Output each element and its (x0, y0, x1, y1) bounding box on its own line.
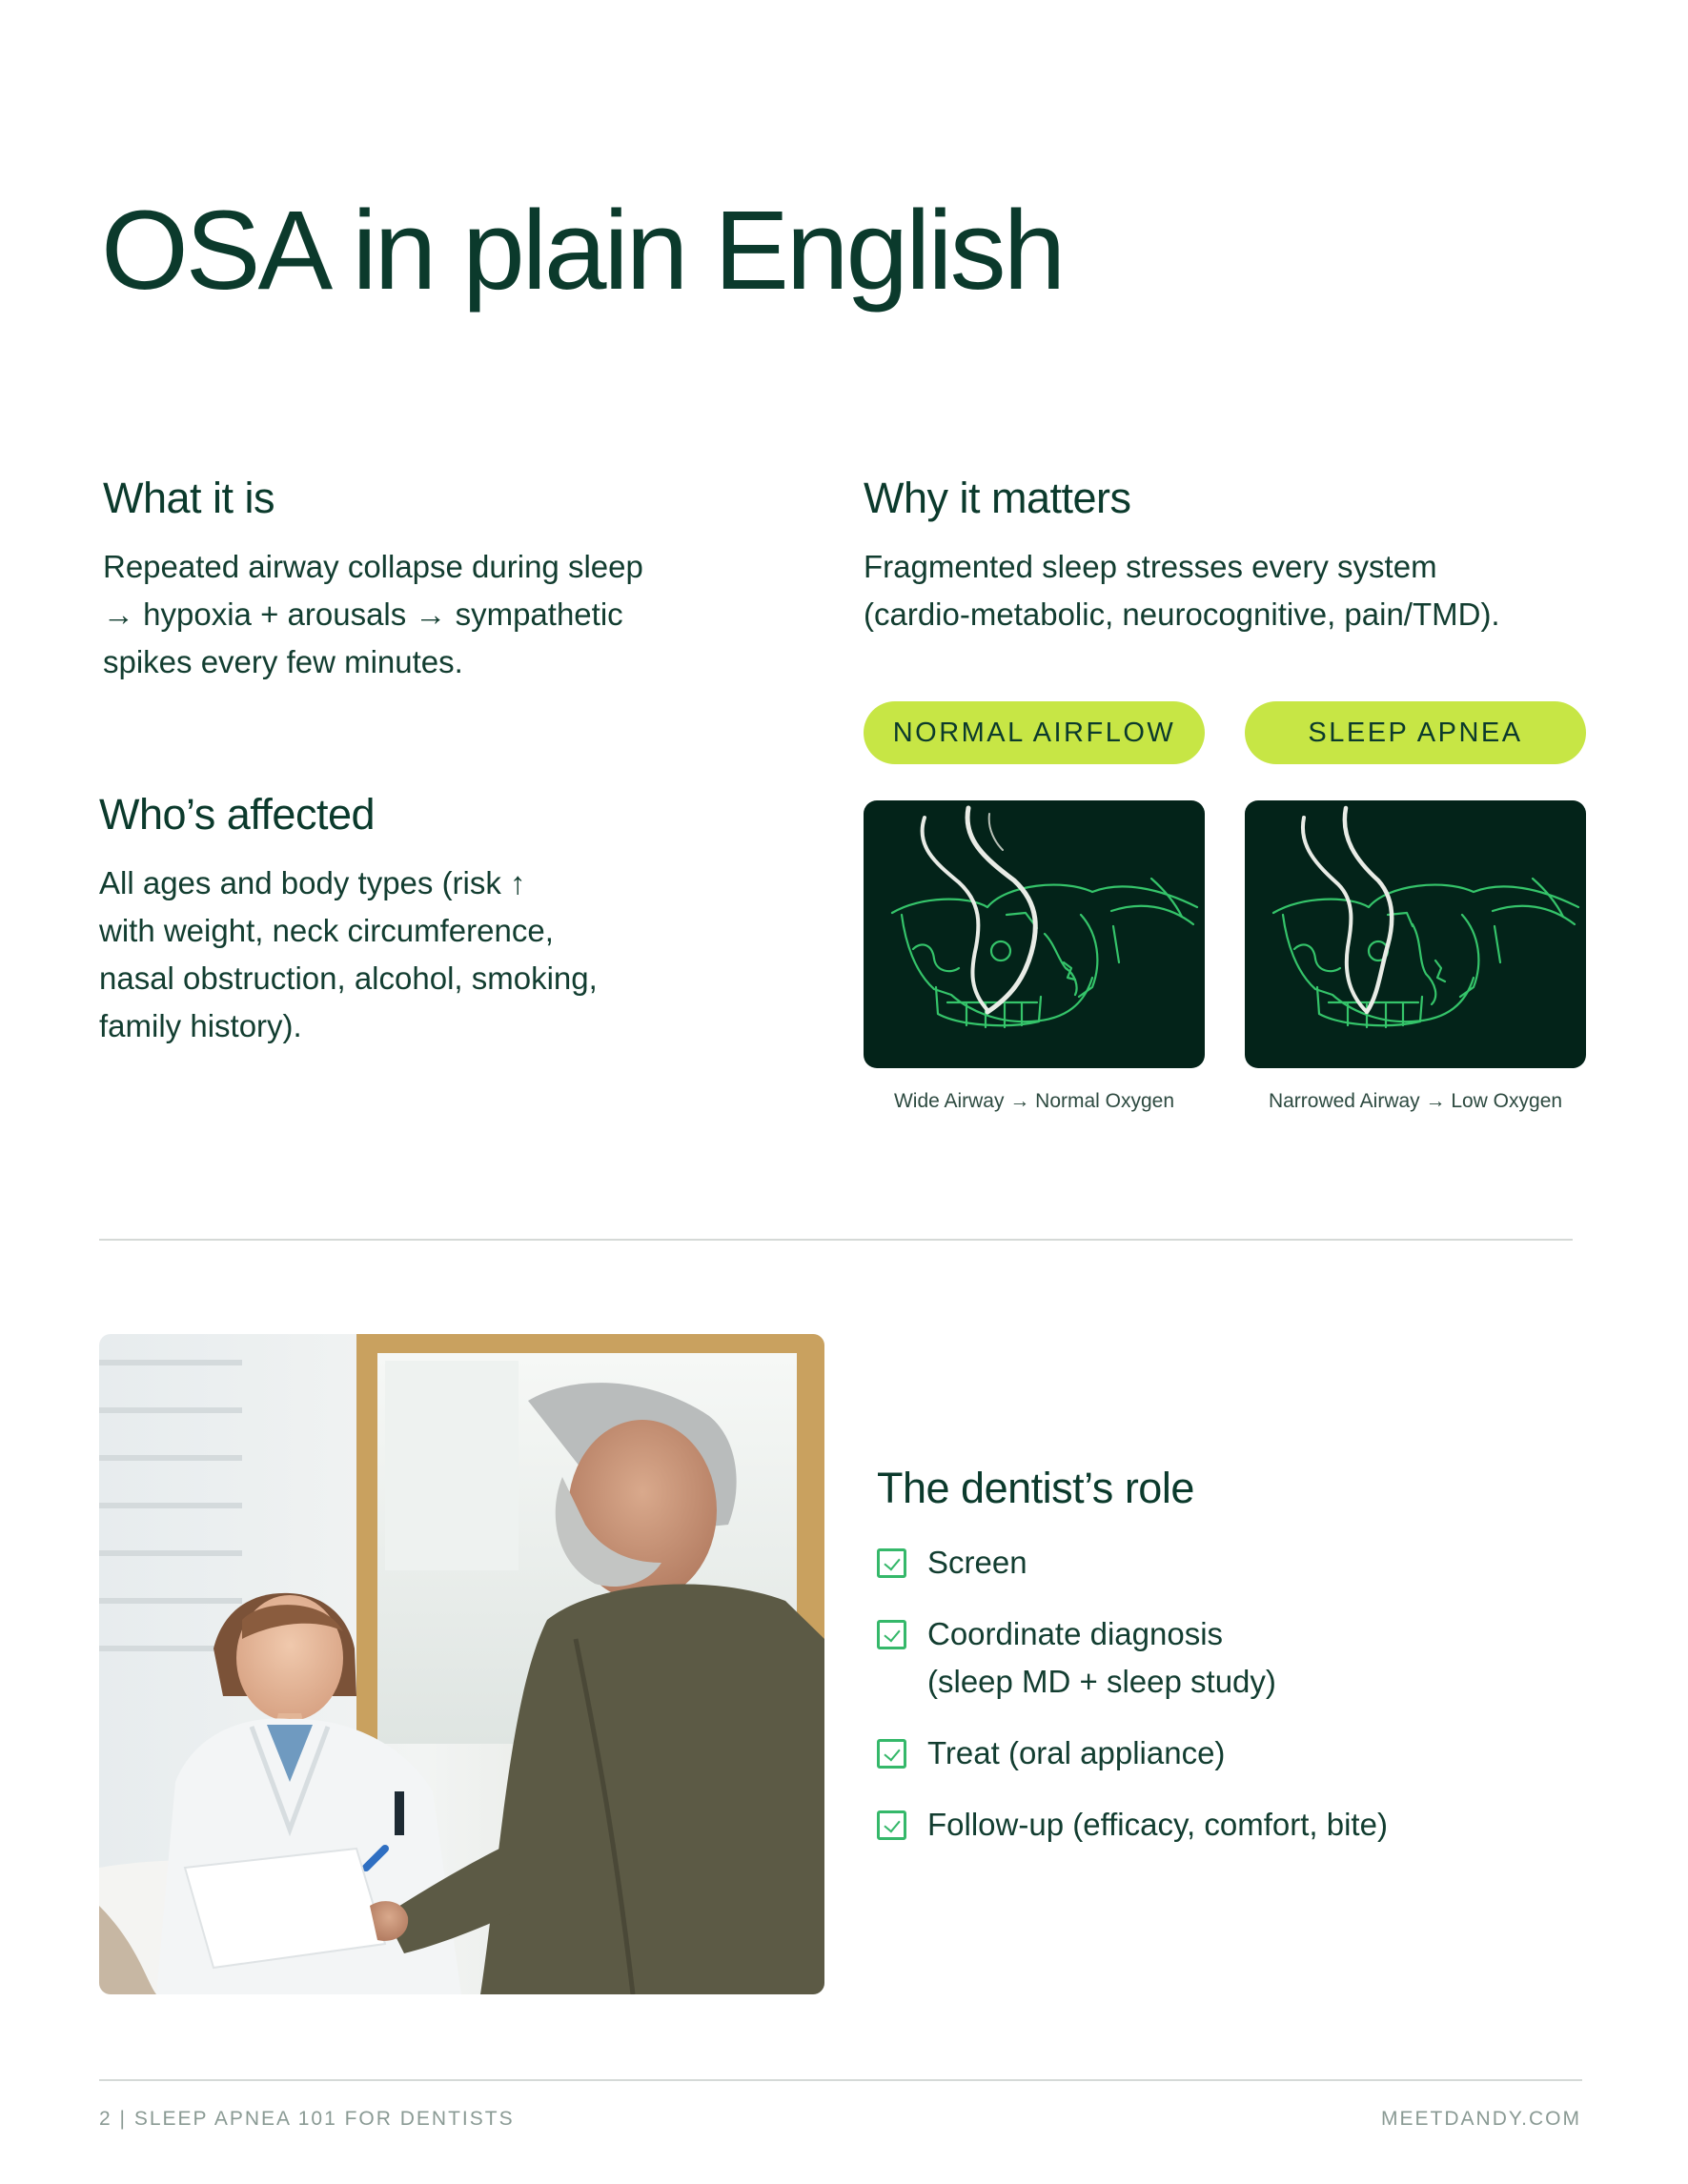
what-it-is-line: Repeated airway collapse during sleep (103, 549, 643, 584)
what-it-is-heading: What it is (103, 474, 275, 522)
checklist-item-text: Coordinate diagnosis (927, 1616, 1224, 1651)
what-it-is-section (103, 473, 770, 686)
normal-airflow-label: NORMAL AIRFLOW (864, 701, 1205, 764)
checklist-item (877, 1729, 1601, 1777)
sleep-apnea-caption: Narrowed Airway → Low Oxygen (1268, 1090, 1563, 1112)
what-it-is-line: spikes every few minutes. (103, 644, 463, 679)
checklist-item-text: Screen (927, 1545, 1027, 1580)
dentist-patient-illustration (99, 1334, 824, 1994)
normal-airflow-diagram (864, 800, 1205, 1068)
whos-affected-line: with weight, neck circumference, (99, 913, 554, 948)
whos-affected-heading: Who’s affected (99, 790, 376, 839)
dentist-role-section (877, 1463, 1601, 1872)
checklist-item-text: Follow-up (efficacy, comfort, bite) (927, 1807, 1388, 1842)
normal-airflow-caption: Wide Airway → Normal Oxygen (893, 1090, 1175, 1112)
head-airway-illustration (864, 800, 1205, 1068)
why-it-matters-section (864, 473, 1607, 638)
footer-doc-title: SLEEP APNEA 101 FOR DENTISTS (133, 2108, 515, 2130)
sleep-apnea-label: SLEEP APNEA (1245, 701, 1586, 764)
section-divider (99, 1239, 1573, 1241)
head-airway-narrowed-illustration (1245, 800, 1586, 1068)
checkbox-checked-icon (877, 1548, 906, 1578)
dentist-role-checklist (877, 1539, 1601, 1849)
dentist-with-patient-photo (99, 1334, 824, 1994)
footer-divider (99, 2079, 1582, 2081)
checkbox-checked-icon (877, 1620, 906, 1649)
whos-affected-line: nasal obstruction, alcohol, smoking, (99, 961, 598, 996)
why-it-matters-line: Fragmented sleep stresses every system (864, 549, 1437, 584)
checklist-item-text: (sleep MD + sleep study) (927, 1664, 1276, 1699)
what-it-is-line: → hypoxia + arousals → sympathetic (103, 597, 623, 632)
whos-affected-line: family history). (99, 1008, 302, 1043)
sleep-apnea-diagram (1245, 800, 1586, 1068)
whos-affected-section (99, 789, 766, 1050)
checklist-item-text: Treat (oral appliance) (927, 1735, 1226, 1770)
checkbox-checked-icon (877, 1810, 906, 1840)
checklist-item (877, 1610, 1601, 1706)
whos-affected-line: All ages and body types (risk ↑ (99, 865, 526, 900)
footer-separator: | (119, 2108, 127, 2130)
checkbox-checked-icon (877, 1739, 906, 1769)
page-title: OSA in plain English (101, 188, 1064, 313)
footer-left (99, 2108, 515, 2131)
checklist-item (877, 1801, 1601, 1849)
checklist-item (877, 1539, 1601, 1587)
page-number: 2 (99, 2108, 112, 2130)
dentist-role-heading: The dentist’s role (877, 1464, 1194, 1512)
footer-site-link[interactable]: MEETDANDY.COM (1381, 2108, 1581, 2130)
why-it-matters-heading: Why it matters (864, 474, 1131, 522)
why-it-matters-line: (cardio-metabolic, neurocognitive, pain/TMD). (864, 597, 1500, 632)
